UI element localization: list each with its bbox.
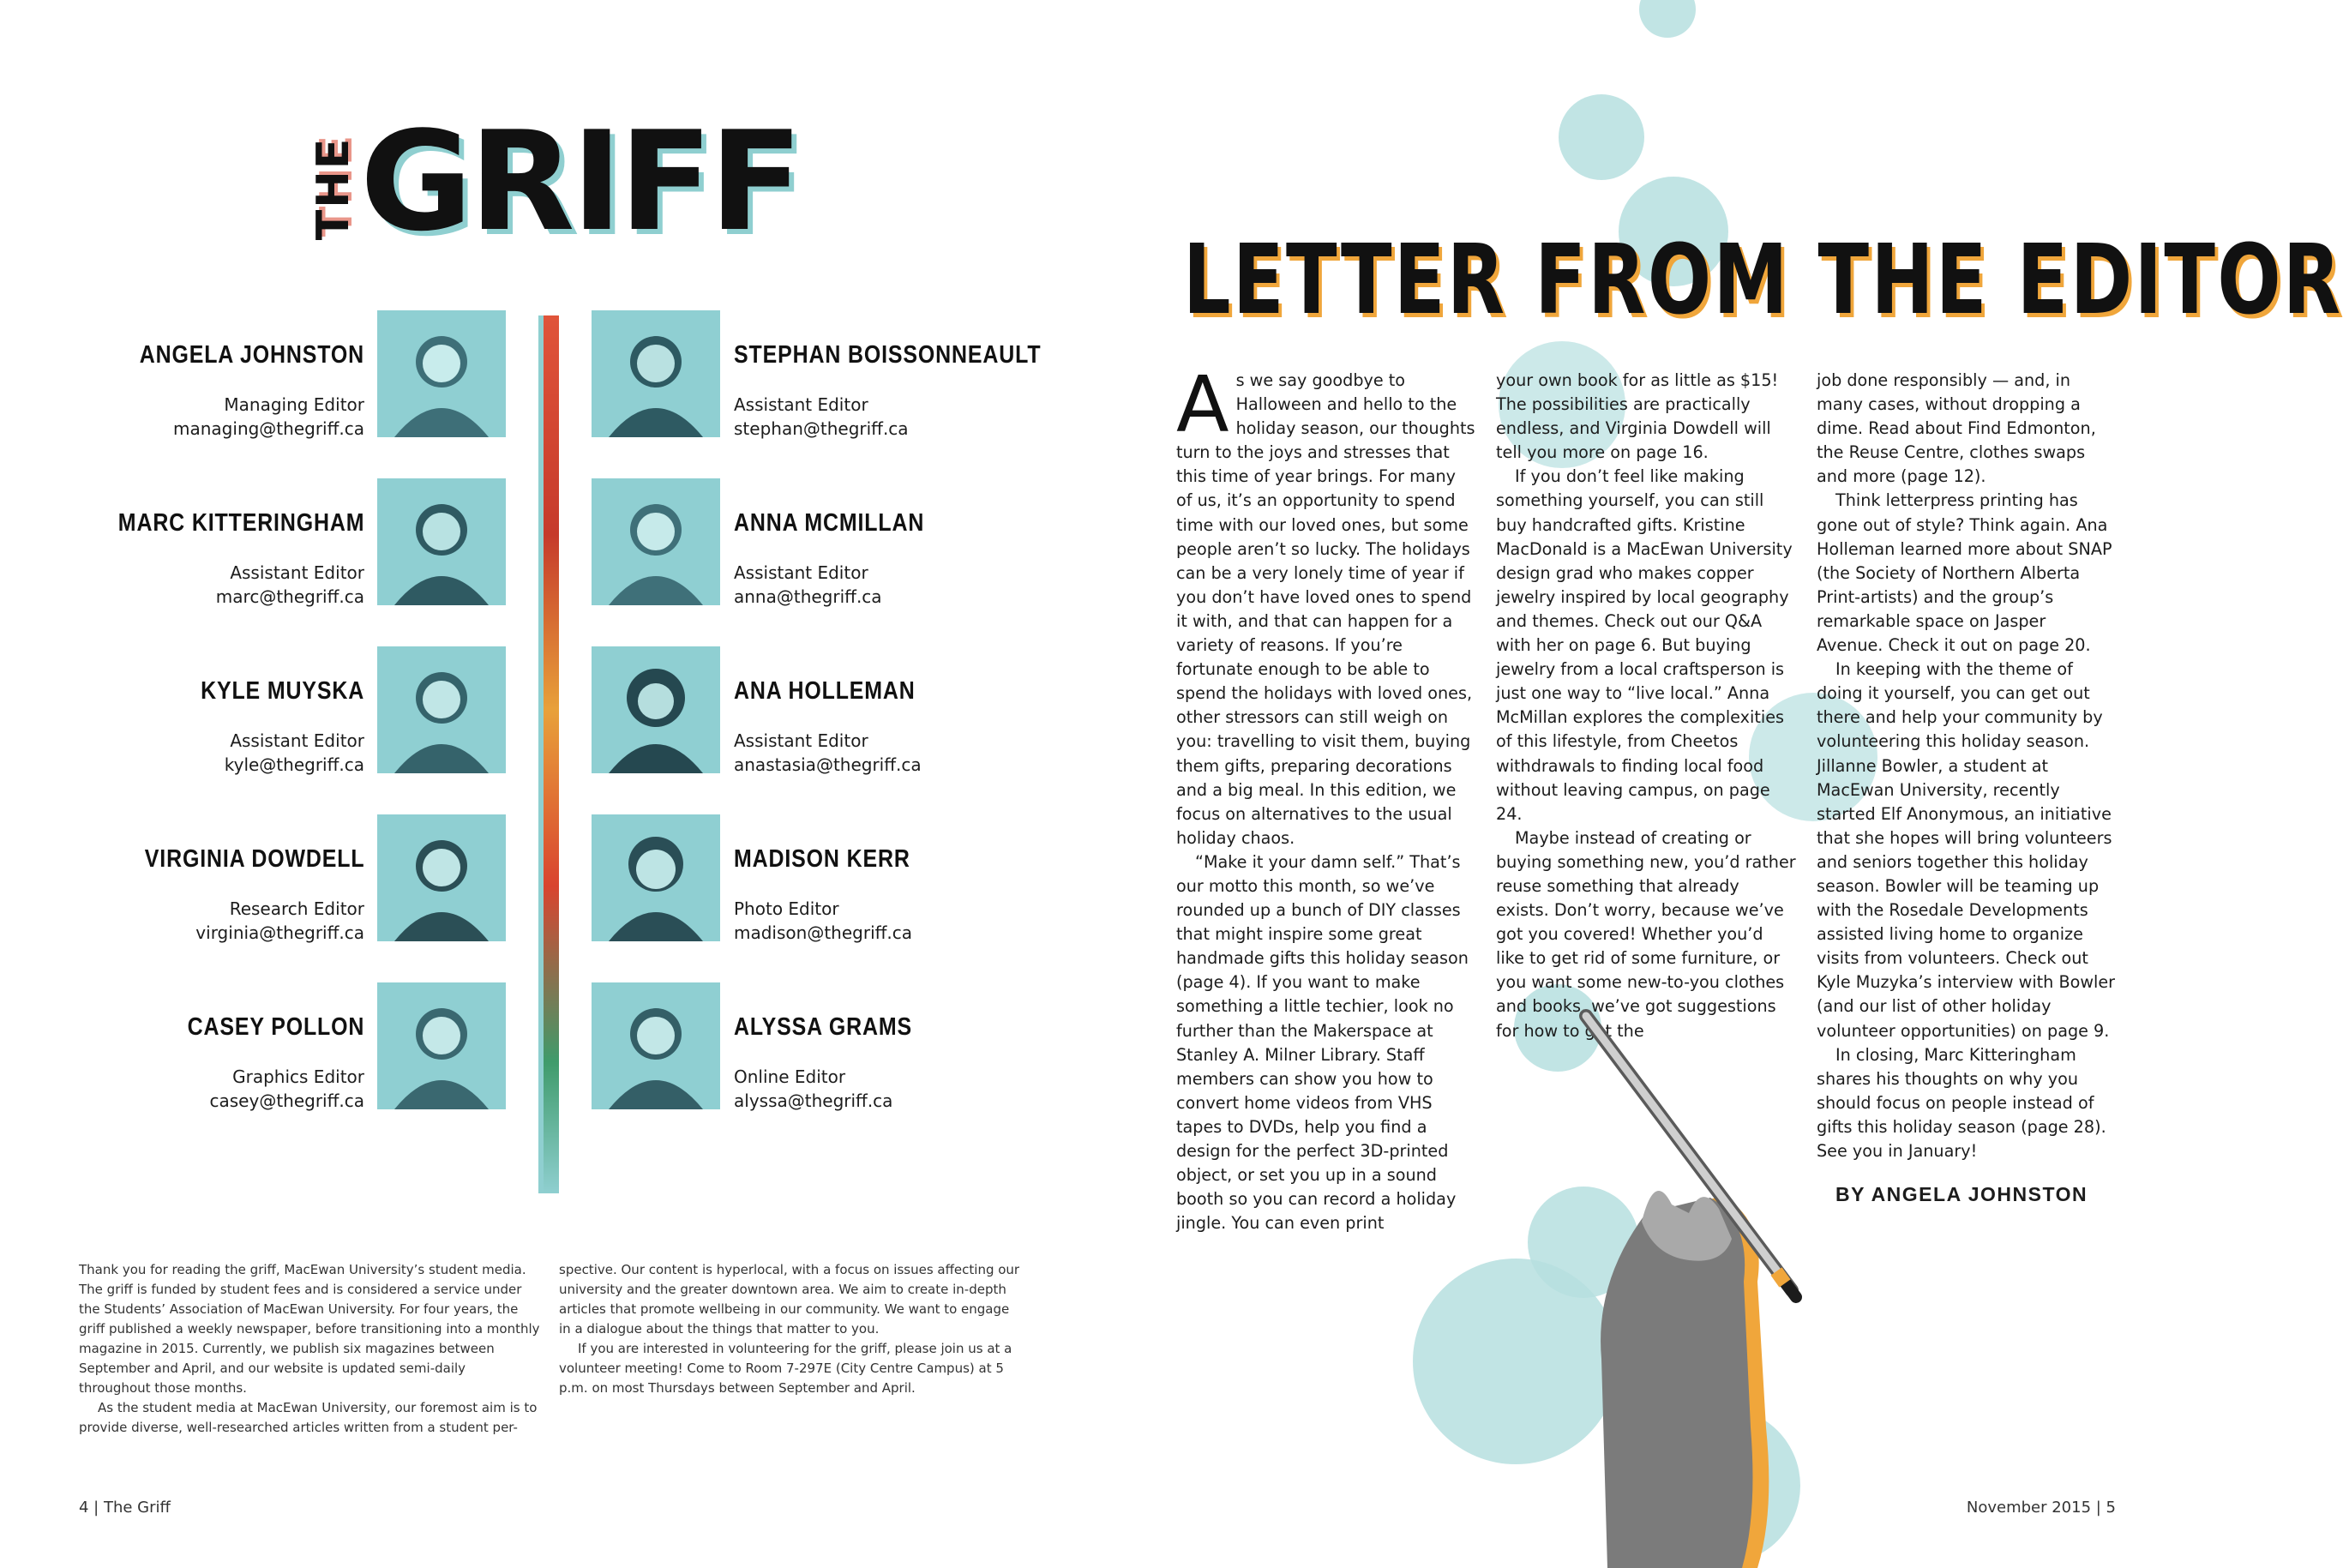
staff-role: Graphics Editor bbox=[232, 1066, 364, 1087]
staff-role: Online Editor bbox=[734, 1066, 846, 1087]
staff-name: KYLE MUYSKA bbox=[201, 677, 364, 705]
letter-paragraph: In keeping with the theme of doing it yourself, you can get out there and help your community by volunteering this holiday season. Jillanne Bowler, a student at MacEwan University, recently started Elf Anonymous, an initiative that she hopes will bring volunteers and seniors together this holiday season. Bowler will be teaming up with the Rosedale Developments assisted living home to organize visits from volunteers. Check out Kyle Muzyka’s interview with Bowler (and our list of other holiday volunteer opportunities) on page 9. bbox=[1817, 659, 2116, 1041]
staff-photo bbox=[592, 982, 720, 1109]
letter-paragraph: In closing, Marc Kitteringham shares his thoughts on why you should focus on people instead of gifts this holiday season (page 28). See you in January! bbox=[1817, 1044, 2106, 1161]
letter-paragraph: “Make it your damn self.” That’s our motto this month, so we’ve rounded up a bunch of DIY classes that might inspire some great handmade gifts this holiday season (page 4). If you want to make something a little techier, look no further than the Makerspace at Stanley A. Milner Library. Staff members can show you how to convert home videos from VHS tapes to DVDs, help you find a design for the perfect 3D-printed object, or set you up in a sound booth so you can record a holiday jingle. You can even print bbox=[1176, 851, 1469, 1234]
staff-right-column bbox=[592, 310, 1042, 1116]
staff-name: STEPHAN BOISSONNEAULT bbox=[734, 341, 1042, 369]
staff-email[interactable]: alyssa@thegriff.ca bbox=[734, 1090, 893, 1111]
about-paragraph: As the student media at MacEwan University, our foremost aim is to provide diverse, well-researched articles written from a student per- bbox=[79, 1400, 538, 1435]
staff-photo bbox=[592, 310, 720, 437]
staff-email[interactable]: casey@thegriff.ca bbox=[209, 1090, 364, 1111]
letter-paragraph: s we say goodbye to Halloween and hello to the holiday season, our thoughts turn to the joys and stresses that this time of year brings. For many of us, it’s an opportunity to spend time with our loved ones, but some people aren’t so lucky. The holidays can be a very lonely time of year if you don’t have loved ones to spend it with, and that can happen for a variety of reasons. If you’re fortunate enough to be able to spend the holidays with loved ones, other stressors can still weigh on you: travelling to visit them, buying them gifts, preparing decorations and a big meal. In this edition, we focus on alternatives to the usual holiday chaos. bbox=[1176, 370, 1475, 848]
letter-column-1 bbox=[1176, 360, 1476, 1235]
staff-name: ANGELA JOHNSTON bbox=[139, 341, 364, 369]
logo-griff: GRIFF bbox=[360, 101, 800, 261]
drop-cap: A bbox=[1176, 360, 1229, 450]
staff-photo bbox=[592, 646, 720, 773]
staff-photo bbox=[377, 310, 506, 437]
about-paragraph: If you are interested in volunteering for the griff, please join us at a volunteer meeting! Come to Room 7-297E (City Centre Campus) at 5 p.m. on most Thursdays between September and April. bbox=[559, 1341, 1012, 1396]
staff-email[interactable]: anna@thegriff.ca bbox=[734, 586, 882, 607]
letter-paragraph: If you don’t feel like making something yourself, you can still buy handcrafted gifts. Kristine MacDonald is a MacEwan University design grad who makes copper jewelry inspired by local geography and themes. Check out our Q&A with her on page 6. But buying jewelry from a local craftsperson is just one way to “live local.” Anna McMillan explores the complexities of this lifestyle, from Cheetos withdrawals to finding local food without leaving campus, on page 24. bbox=[1496, 466, 1793, 824]
staff-name: ANNA MCMILLAN bbox=[734, 509, 925, 537]
staff-card bbox=[86, 982, 506, 1111]
staff-photo bbox=[592, 814, 720, 941]
letter-paragraph: Maybe instead of creating or buying something new, you’d rather reuse something that already exists. Don’t worry, because we’ve got you covered! Whether you’d like to get rid of some furniture, or you want some new-to-you clothes and books, we’ve got suggestions for how to get the bbox=[1496, 827, 1796, 1041]
staff-role: Assistant Editor bbox=[734, 730, 868, 751]
staff-card bbox=[86, 646, 506, 775]
about-paragraph: spective. Our content is hyperlocal, with a focus on issues affecting our university and the greater downtown area. We aim to create in-depth articles that promote wellbeing in our community. We want to engage in a dialogue about the things that matter to you. bbox=[559, 1262, 1020, 1337]
about-column-2 bbox=[559, 1260, 1022, 1398]
staff-name: ALYSSA GRAMS bbox=[734, 1013, 913, 1041]
byline: BY ANGELA JOHNSTON bbox=[1835, 1183, 2088, 1206]
staff-card bbox=[86, 310, 506, 439]
staff-name: ANA HOLLEMAN bbox=[734, 677, 916, 705]
logo-the: THE bbox=[308, 136, 359, 241]
letter-headline: LETTER FROM THE EDITOR bbox=[1183, 225, 2343, 336]
staff-photo bbox=[592, 478, 720, 605]
letter-paragraph: your own book for as little as $15! The possibilities are practically endless, and Virginia Dowdell will tell you more on page 16. bbox=[1496, 370, 1779, 463]
letter-column-2 bbox=[1496, 369, 1796, 1043]
staff-role: Photo Editor bbox=[734, 898, 839, 919]
staff-role: Research Editor bbox=[229, 898, 364, 919]
folio-left: 4 | The Griff bbox=[79, 1499, 171, 1517]
decorative-photo-strip bbox=[544, 315, 559, 1193]
staff-name: MADISON KERR bbox=[734, 845, 910, 873]
staff-name: CASEY POLLON bbox=[187, 1013, 364, 1041]
decorative-bubble bbox=[1639, 0, 1696, 38]
letter-column-3 bbox=[1817, 369, 2117, 1206]
staff-email[interactable]: kyle@thegriff.ca bbox=[224, 754, 364, 775]
staff-card bbox=[592, 310, 1042, 439]
staff-photo bbox=[377, 982, 506, 1109]
about-column-1 bbox=[79, 1260, 540, 1438]
hand-pencil-illustration bbox=[1560, 999, 1817, 1568]
staff-role: Managing Editor bbox=[224, 394, 364, 415]
staff-name: MARC KITTERINGHAM bbox=[117, 509, 364, 537]
staff-role: Assistant Editor bbox=[230, 562, 364, 583]
letter-paragraph: Think letterpress printing has gone out of style? Think again. Ana Holleman learned more about SNAP (the Society of Northern Alberta Print-artists) and the group’s remarkable space on Jasper Avenue. Check it out on page 20. bbox=[1817, 490, 2112, 656]
letter-paragraph: job done responsibly — and, in many cases, without dropping a dime. Read about Find Edmonton, the Reuse Centre, clothes swaps and more (page 12). bbox=[1817, 370, 2096, 487]
staff-card bbox=[592, 982, 1037, 1111]
staff-card bbox=[86, 814, 506, 943]
about-paragraph: Thank you for reading the griff, MacEwan University’s student media. The griff is funded by student fees and is considered a service under the Students’ Association of MacEwan University. For four years, the griff published a weekly newspaper, before transitioning into a monthly magazine in 2015. Currently, we publish six magazines between September and April, and our website is updated semi-daily throughout those months. bbox=[79, 1262, 540, 1396]
staff-role: Assistant Editor bbox=[734, 394, 868, 415]
staff-email[interactable]: stephan@thegriff.ca bbox=[734, 418, 909, 439]
staff-email[interactable]: madison@thegriff.ca bbox=[734, 922, 913, 943]
staff-photo bbox=[377, 646, 506, 773]
staff-role: Assistant Editor bbox=[230, 730, 364, 751]
staff-name: VIRGINIA DOWDELL bbox=[144, 845, 364, 873]
staff-left-column bbox=[86, 310, 506, 1116]
staff-card bbox=[592, 478, 1037, 607]
masthead-logo bbox=[308, 101, 806, 261]
staff-email[interactable]: virginia@thegriff.ca bbox=[195, 922, 364, 943]
staff-email[interactable]: marc@thegriff.ca bbox=[215, 586, 364, 607]
staff-photo bbox=[377, 814, 506, 941]
staff-role: Assistant Editor bbox=[734, 562, 868, 583]
decorative-bubble bbox=[1559, 94, 1644, 180]
staff-card bbox=[86, 478, 506, 607]
staff-email[interactable]: managing@thegriff.ca bbox=[173, 418, 364, 439]
staff-email[interactable]: anastasia@thegriff.ca bbox=[734, 754, 922, 775]
staff-card bbox=[592, 814, 1037, 943]
staff-photo bbox=[377, 478, 506, 605]
folio-right: November 2015 | 5 bbox=[1966, 1499, 2116, 1517]
staff-card bbox=[592, 646, 1037, 775]
